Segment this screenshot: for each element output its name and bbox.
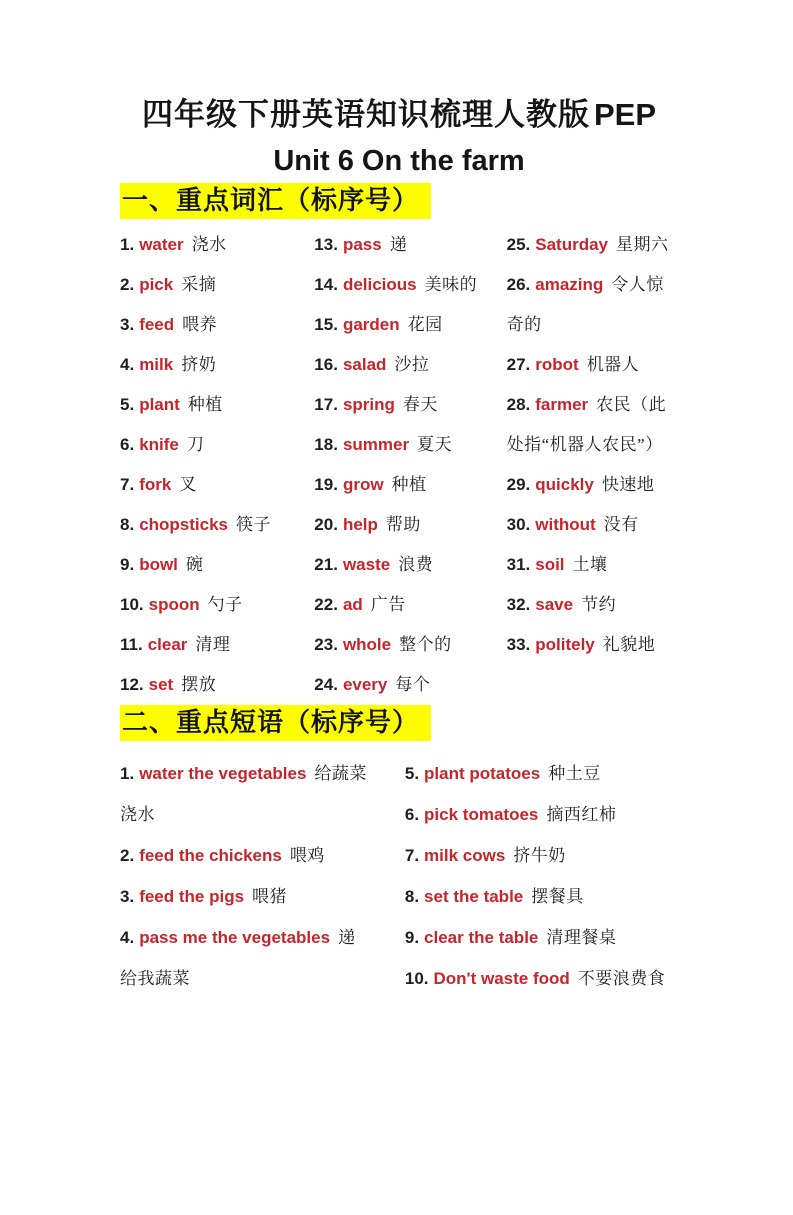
item-english: every bbox=[342, 675, 388, 694]
item-number: 24. bbox=[314, 675, 338, 694]
item-chinese: 挤牛奶 bbox=[513, 846, 566, 865]
item-number: 28. bbox=[506, 395, 531, 414]
item-english: Saturday bbox=[535, 235, 608, 254]
item-english: waste bbox=[342, 555, 391, 574]
phrase-item bbox=[405, 835, 678, 876]
item-english: pick tomatoes bbox=[424, 805, 539, 824]
item-english: ad bbox=[342, 595, 363, 614]
vocab-item bbox=[507, 265, 678, 345]
item-english: soil bbox=[535, 555, 565, 574]
item-number: 4. bbox=[120, 928, 135, 947]
item-english: clear bbox=[147, 635, 188, 654]
phrase-column-2 bbox=[405, 753, 678, 999]
item-chinese: 摘西红柿 bbox=[546, 805, 617, 824]
item-chinese: 喂猪 bbox=[252, 887, 288, 906]
item-english: plant potatoes bbox=[424, 764, 541, 783]
item-english: milk bbox=[139, 355, 174, 374]
item-number: 15. bbox=[314, 315, 338, 334]
vocab-item bbox=[314, 225, 506, 265]
item-english: spoon bbox=[148, 595, 200, 614]
phrase-item bbox=[405, 958, 678, 999]
item-english: without bbox=[535, 515, 596, 534]
item-number: 22. bbox=[314, 595, 338, 614]
phrase-item bbox=[405, 876, 678, 917]
item-number: 8. bbox=[120, 515, 135, 534]
section-heading-phrases: 二、重点短语（标序号） bbox=[120, 705, 431, 741]
item-number: 6. bbox=[120, 435, 135, 454]
item-english: milk cows bbox=[424, 846, 506, 865]
item-number: 1. bbox=[120, 764, 135, 783]
item-number: 20. bbox=[314, 515, 338, 534]
item-number: 3. bbox=[120, 315, 135, 334]
item-english: whole bbox=[342, 635, 392, 654]
item-chinese: 机器人 bbox=[586, 355, 640, 374]
vocab-item bbox=[120, 385, 314, 425]
vocab-item bbox=[314, 665, 506, 705]
item-number: 9. bbox=[404, 928, 420, 947]
item-chinese: 叉 bbox=[179, 475, 197, 494]
item-number: 23. bbox=[314, 635, 338, 654]
vocab-item bbox=[120, 625, 314, 665]
vocab-item bbox=[120, 545, 314, 585]
page-title-pep: PEP bbox=[593, 97, 657, 132]
item-number: 4. bbox=[120, 355, 135, 374]
vocab-item bbox=[120, 265, 314, 305]
item-english: water the vegetables bbox=[139, 764, 307, 783]
item-english: knife bbox=[139, 435, 179, 454]
vocab-item bbox=[314, 385, 506, 425]
item-number: 1. bbox=[120, 235, 135, 254]
item-english: feed the chickens bbox=[139, 846, 282, 865]
item-chinese: 星期六 bbox=[616, 235, 669, 254]
item-number: 9. bbox=[120, 555, 135, 574]
phrase-item bbox=[120, 835, 368, 876]
item-english: feed bbox=[139, 315, 175, 334]
vocab-item bbox=[120, 305, 314, 345]
vocab-item bbox=[314, 465, 506, 505]
phrase-item bbox=[405, 794, 678, 835]
item-english: pass me the vegetables bbox=[139, 928, 331, 947]
item-chinese: 喂养 bbox=[182, 315, 218, 334]
item-english: Don't waste food bbox=[433, 969, 570, 988]
item-english: help bbox=[342, 515, 378, 534]
item-english: feed the pigs bbox=[139, 887, 245, 906]
phrase-item bbox=[120, 876, 368, 917]
item-chinese: 勺子 bbox=[207, 595, 243, 614]
item-number: 2. bbox=[120, 846, 135, 865]
item-chinese: 种植 bbox=[391, 475, 427, 494]
vocabulary-column-2 bbox=[314, 225, 506, 705]
item-number: 29. bbox=[506, 475, 531, 494]
vocab-item bbox=[507, 345, 678, 385]
item-english: salad bbox=[342, 355, 387, 374]
vocab-item bbox=[120, 345, 314, 385]
vocab-item bbox=[507, 385, 678, 465]
item-chinese: 采摘 bbox=[181, 275, 217, 294]
item-number: 6. bbox=[404, 805, 420, 824]
item-chinese: 节约 bbox=[581, 595, 617, 614]
item-chinese: 没有 bbox=[603, 515, 639, 534]
item-number: 2. bbox=[120, 275, 135, 294]
item-number: 13. bbox=[314, 235, 338, 254]
item-chinese: 种土豆 bbox=[548, 764, 601, 783]
item-chinese: 给蔬菜浇水 bbox=[120, 764, 367, 824]
item-english: delicious bbox=[342, 275, 417, 294]
item-english: spring bbox=[342, 395, 395, 414]
vocab-item bbox=[120, 505, 314, 545]
item-chinese: 农民（此处指“机器人农民”） bbox=[506, 395, 667, 454]
item-number: 33. bbox=[506, 635, 531, 654]
item-english: pass bbox=[342, 235, 382, 254]
vocab-item bbox=[314, 305, 506, 345]
item-number: 31. bbox=[506, 555, 531, 574]
vocab-item bbox=[507, 625, 678, 665]
item-english: water bbox=[139, 235, 184, 254]
item-chinese: 递 bbox=[389, 235, 408, 254]
item-chinese: 土壤 bbox=[572, 555, 608, 574]
item-number: 5. bbox=[120, 395, 135, 414]
vocab-item bbox=[507, 505, 678, 545]
item-number: 10. bbox=[404, 969, 429, 988]
item-chinese: 花园 bbox=[407, 315, 443, 334]
vocab-item bbox=[314, 625, 506, 665]
item-number: 27. bbox=[506, 355, 531, 374]
vocab-item bbox=[507, 225, 678, 265]
item-chinese: 刀 bbox=[186, 435, 205, 454]
item-chinese: 沙拉 bbox=[394, 355, 430, 374]
item-number: 17. bbox=[314, 395, 338, 414]
item-english: clear the table bbox=[424, 928, 539, 947]
item-chinese: 广告 bbox=[370, 595, 406, 614]
vocab-item bbox=[507, 545, 678, 585]
item-number: 16. bbox=[314, 355, 338, 374]
item-english: fork bbox=[139, 475, 172, 494]
item-number: 21. bbox=[314, 555, 338, 574]
vocab-item bbox=[120, 665, 314, 705]
item-chinese: 摆放 bbox=[181, 675, 217, 694]
item-chinese: 礼貌地 bbox=[602, 635, 656, 654]
item-chinese: 春天 bbox=[402, 395, 438, 414]
item-chinese: 整个的 bbox=[399, 635, 452, 654]
vocab-item bbox=[507, 465, 678, 505]
phrase-column-1 bbox=[120, 753, 368, 999]
item-number: 7. bbox=[120, 475, 135, 494]
item-chinese: 浪费 bbox=[398, 555, 434, 574]
vocab-item bbox=[120, 425, 314, 465]
item-english: politely bbox=[535, 635, 595, 654]
page-title-chinese: 四年级下册英语知识梳理人教版 bbox=[141, 97, 590, 132]
item-number: 19. bbox=[314, 475, 338, 494]
phrase-item bbox=[120, 753, 368, 835]
item-chinese: 不要浪费食 bbox=[577, 969, 666, 988]
item-english: set bbox=[148, 675, 174, 694]
vocab-item bbox=[314, 545, 506, 585]
phrase-list bbox=[120, 753, 678, 999]
vocab-item bbox=[314, 345, 506, 385]
vocabulary-column-1 bbox=[120, 225, 314, 705]
vocab-item bbox=[314, 265, 506, 305]
vocab-item bbox=[314, 505, 506, 545]
phrase-item bbox=[120, 917, 368, 999]
vocab-item bbox=[120, 465, 314, 505]
item-chinese: 帮助 bbox=[385, 515, 421, 534]
item-number: 3. bbox=[120, 887, 135, 906]
vocabulary-list bbox=[120, 225, 678, 705]
item-number: 5. bbox=[404, 764, 420, 783]
item-chinese: 浇水 bbox=[191, 235, 227, 254]
item-number: 32. bbox=[506, 595, 531, 614]
item-chinese: 喂鸡 bbox=[289, 846, 325, 865]
item-number: 25. bbox=[506, 235, 531, 254]
item-chinese: 递给我蔬菜 bbox=[120, 928, 356, 988]
item-number: 10. bbox=[120, 595, 144, 614]
vocab-item bbox=[120, 585, 314, 625]
item-chinese: 摆餐具 bbox=[531, 887, 584, 906]
item-chinese: 挤奶 bbox=[181, 355, 217, 374]
item-chinese: 夏天 bbox=[417, 435, 453, 454]
item-chinese: 快速地 bbox=[601, 475, 655, 494]
section-heading-vocabulary: 一、重点词汇（标序号） bbox=[120, 183, 431, 219]
item-english: set the table bbox=[424, 887, 524, 906]
item-english: grow bbox=[342, 475, 384, 494]
item-english: farmer bbox=[535, 395, 589, 414]
item-english: quickly bbox=[535, 475, 594, 494]
phrase-item bbox=[405, 917, 678, 958]
vocab-item bbox=[120, 225, 314, 265]
item-chinese: 种植 bbox=[187, 395, 223, 414]
page-subtitle: Unit 6 On the farm bbox=[273, 145, 525, 177]
item-english: pick bbox=[139, 275, 174, 294]
item-number: 30. bbox=[506, 515, 531, 534]
vocab-item bbox=[314, 585, 506, 625]
item-chinese: 清理餐桌 bbox=[546, 928, 617, 947]
item-english: amazing bbox=[535, 275, 604, 294]
document-page bbox=[120, 93, 678, 999]
item-english: robot bbox=[535, 355, 579, 374]
item-english: chopsticks bbox=[139, 515, 228, 534]
vocab-item bbox=[314, 425, 506, 465]
item-chinese: 筷子 bbox=[236, 515, 271, 534]
vocabulary-column-3 bbox=[507, 225, 678, 705]
item-english: summer bbox=[342, 435, 410, 454]
item-english: plant bbox=[139, 395, 180, 414]
phrase-item bbox=[405, 753, 678, 794]
page-title bbox=[120, 93, 678, 137]
vocab-item bbox=[507, 585, 678, 625]
item-chinese: 碗 bbox=[185, 555, 204, 574]
item-english: garden bbox=[342, 315, 400, 334]
item-english: save bbox=[535, 595, 574, 614]
item-number: 18. bbox=[314, 435, 338, 454]
item-number: 14. bbox=[314, 275, 338, 294]
item-number: 7. bbox=[404, 846, 420, 865]
item-chinese: 每个 bbox=[395, 675, 431, 694]
item-chinese: 美味的 bbox=[424, 275, 478, 294]
item-english: bowl bbox=[139, 555, 178, 574]
item-number: 12. bbox=[120, 675, 144, 694]
item-number: 11. bbox=[120, 635, 143, 654]
item-number: 26. bbox=[506, 275, 531, 294]
item-chinese: 令人惊奇的 bbox=[506, 275, 664, 334]
item-number: 8. bbox=[404, 887, 420, 906]
item-chinese: 清理 bbox=[195, 635, 231, 654]
